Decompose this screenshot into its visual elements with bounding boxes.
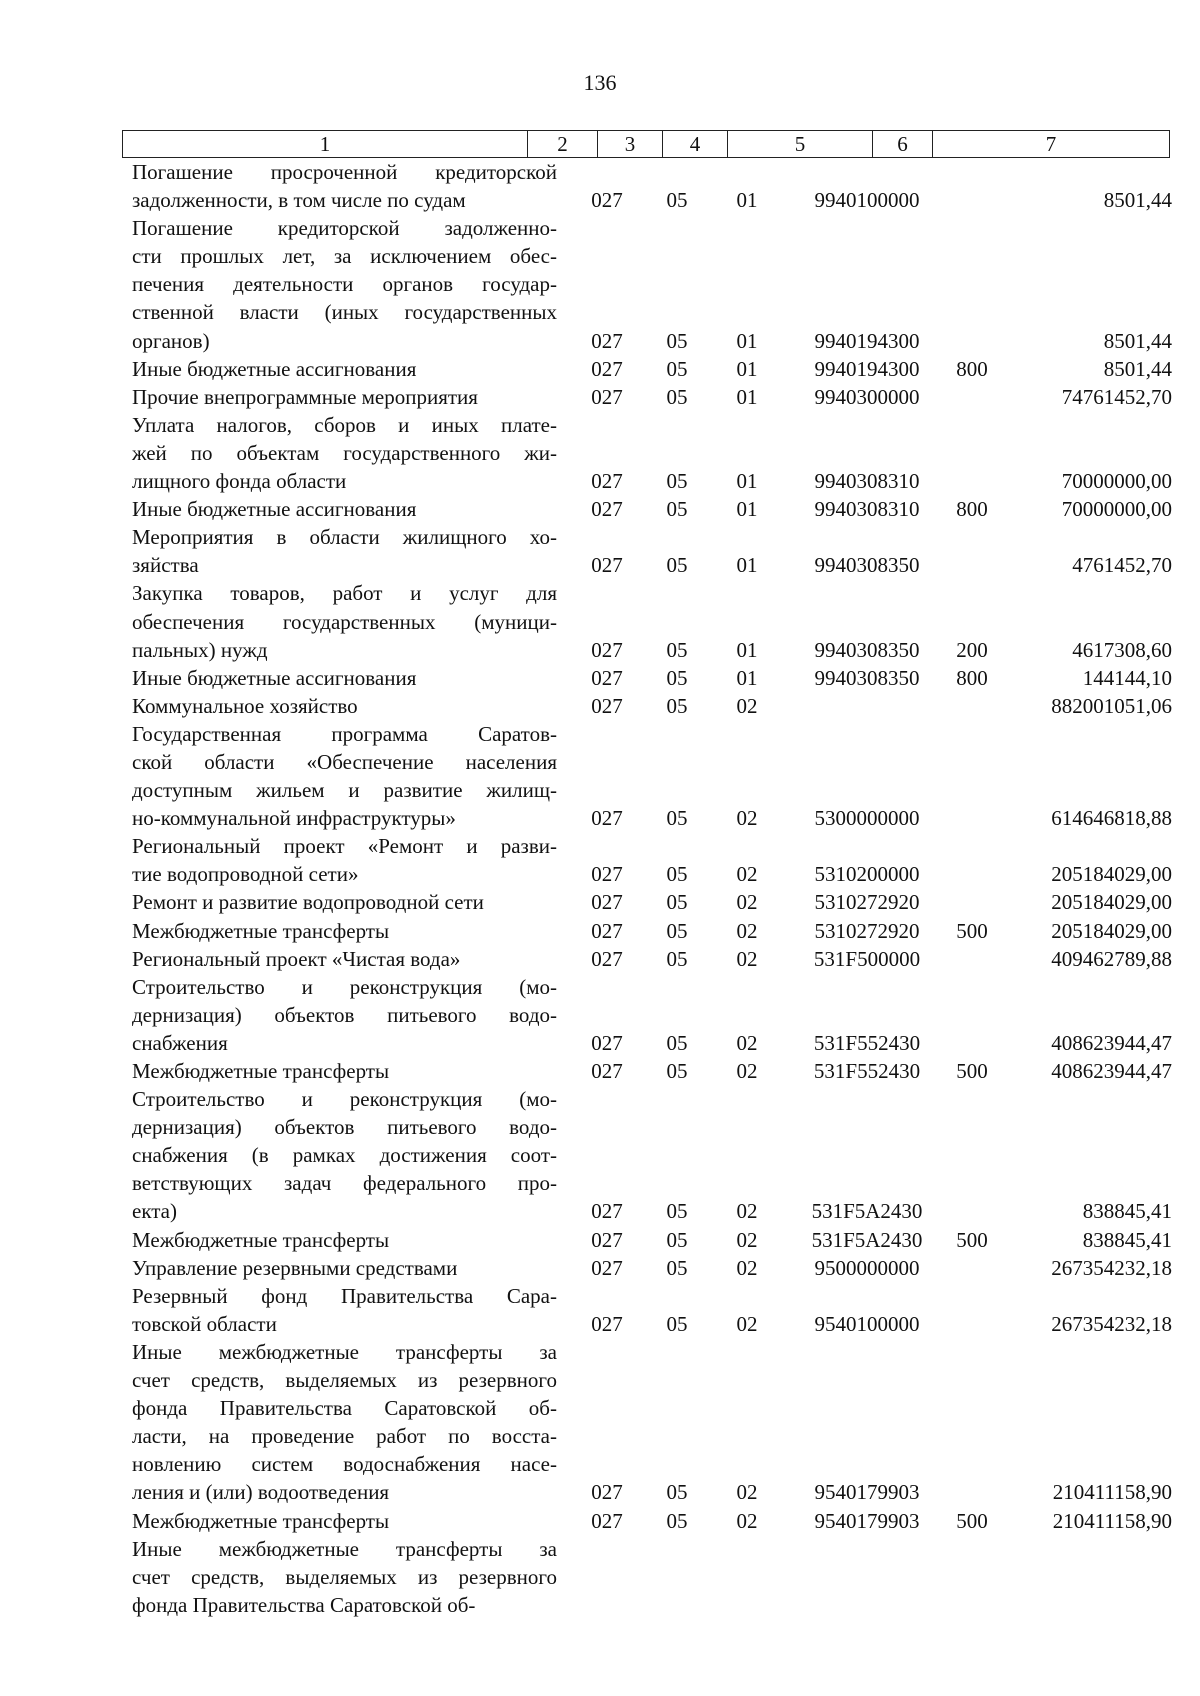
cell-c4: 01 <box>736 384 758 409</box>
table-header <box>122 130 1170 158</box>
table-row <box>132 832 1172 888</box>
cell-c2: 027 <box>591 469 623 494</box>
cell-c4: 02 <box>736 806 758 831</box>
row-description <box>132 917 557 945</box>
table-row <box>132 917 1172 945</box>
cell-c7: 838845,41 <box>1082 1227 1172 1252</box>
description-line: фонда Правительства Саратовской об- <box>132 1396 557 1421</box>
cell-c4: 02 <box>736 946 758 971</box>
description-line: Межбюджетные трансферты <box>132 1508 390 1533</box>
cell-c3: 05 <box>666 384 688 409</box>
cell-c7: 205184029,00 <box>1051 918 1172 943</box>
cell-c4: 02 <box>736 1480 758 1505</box>
cell-c2: 027 <box>591 862 623 887</box>
description-line: тие водопроводной сети» <box>132 862 359 887</box>
description-line: ласти, на проведение работ по восста- <box>132 1424 557 1449</box>
cell-c5: 9540179903 <box>814 1508 920 1533</box>
cell-c5: 9500000000 <box>814 1255 920 1280</box>
header-col-1: 1 <box>123 131 528 157</box>
header-col-6: 6 <box>873 131 933 157</box>
description-line: Управление резервными средствами <box>132 1255 458 1280</box>
cell-c5: 531F552430 <box>813 1030 921 1055</box>
row-description <box>132 973 557 1057</box>
description-line: Межбюджетные трансферты <box>132 918 390 943</box>
description-line: Региональный проект «Ремонт и разви- <box>132 834 557 859</box>
cell-c7: 210411158,90 <box>1052 1480 1172 1505</box>
cell-c2: 027 <box>591 665 623 690</box>
cell-c4: 01 <box>736 553 758 578</box>
cell-c2: 027 <box>591 1255 623 1280</box>
row-description <box>132 888 557 916</box>
table-row <box>132 1282 1172 1338</box>
cell-c7: 205184029,00 <box>1051 890 1172 915</box>
cell-c3: 05 <box>666 1508 688 1533</box>
table-row <box>132 495 1172 523</box>
table-row <box>132 1057 1172 1085</box>
cell-c7: 409462789,88 <box>1051 946 1172 971</box>
row-description <box>132 720 557 832</box>
cell-c3: 05 <box>666 665 688 690</box>
cell-c7: 70000000,00 <box>1061 469 1172 494</box>
cell-c3: 05 <box>666 806 688 831</box>
table-row <box>132 1085 1172 1225</box>
cell-c5: 9940194300 <box>814 328 920 353</box>
cell-c2: 027 <box>591 890 623 915</box>
cell-c5: 9940308350 <box>814 553 920 578</box>
table-row <box>132 411 1172 495</box>
table-row <box>132 1338 1172 1507</box>
header-col-5: 5 <box>728 131 873 157</box>
table-row <box>132 1254 1172 1282</box>
cell-c3: 05 <box>666 946 688 971</box>
cell-c4: 01 <box>736 665 758 690</box>
cell-c3: 05 <box>666 356 688 381</box>
description-line: обеспечения государственных (муници- <box>132 609 557 634</box>
row-description <box>132 383 557 411</box>
table-row <box>132 664 1172 692</box>
description-line: Закупка товаров, работ и услуг для <box>132 581 557 606</box>
cell-c7: 267354232,18 <box>1051 1255 1172 1280</box>
table-row <box>132 523 1172 579</box>
description-line: фонда Правительства Саратовской об- <box>132 1592 476 1617</box>
cell-c4: 02 <box>736 890 758 915</box>
table-row <box>132 383 1172 411</box>
cell-c7: 408623944,47 <box>1051 1030 1172 1055</box>
description-line: ственной власти (иных государственных <box>132 300 557 325</box>
row-description <box>132 495 557 523</box>
header-col-2: 2 <box>528 131 598 157</box>
row-description <box>132 945 557 973</box>
cell-c3: 05 <box>666 890 688 915</box>
cell-c2: 027 <box>591 693 623 718</box>
cell-c7: 8501,44 <box>1103 328 1172 353</box>
description-line: товской области <box>132 1311 277 1336</box>
table-row <box>132 1226 1172 1254</box>
cell-c5: 531F500000 <box>813 946 921 971</box>
cell-c4: 01 <box>736 469 758 494</box>
cell-c4: 02 <box>736 1255 758 1280</box>
cell-c7: 74761452,70 <box>1061 384 1172 409</box>
cell-c4: 01 <box>736 188 758 213</box>
cell-c7: 205184029,00 <box>1051 862 1172 887</box>
cell-c5: 9940308350 <box>814 665 920 690</box>
description-line: лищного фонда области <box>132 469 347 494</box>
description-line: Иные бюджетные ассигнования <box>132 356 417 381</box>
description-line: Строительство и реконструкция (мо- <box>132 1087 557 1112</box>
description-line: снабжения <box>132 1030 228 1055</box>
cell-c3: 05 <box>666 1199 688 1224</box>
cell-c4: 02 <box>736 693 758 718</box>
cell-c5: 9940308350 <box>814 637 920 662</box>
cell-c5: 5310272920 <box>814 890 920 915</box>
table-body <box>132 158 1172 1619</box>
row-description <box>132 214 557 354</box>
cell-c2: 027 <box>591 328 623 353</box>
cell-c7: 144144,10 <box>1082 665 1172 690</box>
cell-c6: 500 <box>956 1508 988 1533</box>
description-line: новлению систем водоснабжения насе- <box>132 1452 557 1477</box>
cell-c7: 4761452,70 <box>1072 553 1172 578</box>
cell-c4: 02 <box>736 1030 758 1055</box>
cell-c2: 027 <box>591 946 623 971</box>
table-row <box>132 945 1172 973</box>
description-line: Межбюджетные трансферты <box>132 1059 390 1083</box>
cell-c4: 02 <box>736 1508 758 1533</box>
cell-c2: 027 <box>591 1199 623 1224</box>
cell-c5: 5300000000 <box>814 806 920 831</box>
description-line: Погашение кредиторской задолженно- <box>132 216 557 241</box>
cell-c4: 01 <box>736 497 758 522</box>
row-description <box>132 523 557 579</box>
cell-c2: 027 <box>591 188 623 213</box>
description-line: задолженности, в том числе по судам <box>132 188 466 213</box>
header-col-3: 3 <box>598 131 663 157</box>
description-line: Иные межбюджетные трансферты за <box>132 1339 557 1364</box>
cell-c6: 800 <box>956 665 988 690</box>
description-line: Межбюджетные трансферты <box>132 1227 390 1252</box>
cell-c5: 531F5A2430 <box>811 1199 923 1224</box>
description-line: ветствующих задач федерального про- <box>132 1171 557 1196</box>
cell-c7: 838845,41 <box>1082 1199 1172 1224</box>
cell-c7: 4617308,60 <box>1072 637 1172 662</box>
cell-c5: 9940308310 <box>814 497 920 522</box>
table-row <box>132 158 1172 214</box>
cell-c3: 05 <box>666 1255 688 1280</box>
description-line: зяйства <box>132 553 199 578</box>
cell-c3: 05 <box>666 1059 688 1083</box>
cell-c6: 800 <box>956 356 988 381</box>
cell-c2: 027 <box>591 553 623 578</box>
description-line: Иные бюджетные ассигнования <box>132 497 417 522</box>
cell-c3: 05 <box>666 918 688 943</box>
description-line: снабжения (в рамках достижения соот- <box>132 1143 557 1168</box>
table-row <box>132 888 1172 916</box>
table-row <box>132 1507 1172 1535</box>
cell-c3: 05 <box>666 497 688 522</box>
row-description <box>132 1282 557 1338</box>
cell-c3: 05 <box>666 188 688 213</box>
cell-c6: 500 <box>956 918 988 943</box>
cell-c7: 210411158,90 <box>1052 1508 1172 1533</box>
cell-c7: 408623944,47 <box>1051 1059 1172 1083</box>
row-description <box>132 355 557 383</box>
cell-c4: 01 <box>736 356 758 381</box>
cell-c3: 05 <box>666 637 688 662</box>
description-line: екта) <box>132 1199 177 1224</box>
cell-c2: 027 <box>591 356 623 381</box>
cell-c2: 027 <box>591 637 623 662</box>
description-line: Погашение просроченной кредиторской <box>132 160 557 184</box>
description-line: Мероприятия в области жилищного хо- <box>132 525 557 550</box>
cell-c4: 02 <box>736 1227 758 1252</box>
cell-c3: 05 <box>666 469 688 494</box>
cell-c2: 027 <box>591 806 623 831</box>
table-row <box>132 1535 1172 1619</box>
description-line: Резервный фонд Правительства Сара- <box>132 1283 557 1308</box>
cell-c5: 9540179903 <box>814 1480 920 1505</box>
cell-c4: 02 <box>736 1059 758 1083</box>
description-line: пальных) нужд <box>132 637 268 662</box>
cell-c5: 531F552430 <box>813 1059 921 1083</box>
cell-c4: 02 <box>736 862 758 887</box>
cell-c7: 882001051,06 <box>1051 693 1172 718</box>
description-line: Коммунальное хозяйство <box>132 693 358 718</box>
cell-c5: 531F5A2430 <box>811 1227 923 1252</box>
cell-c3: 05 <box>666 862 688 887</box>
row-description <box>132 1254 557 1282</box>
cell-c6: 500 <box>956 1227 988 1252</box>
cell-c5: 9540100000 <box>814 1311 920 1336</box>
cell-c2: 027 <box>591 1030 623 1055</box>
cell-c2: 027 <box>591 1311 623 1336</box>
cell-c4: 02 <box>736 1199 758 1224</box>
description-line: жей по объектам государственного жи- <box>132 440 557 465</box>
cell-c6: 500 <box>956 1059 988 1083</box>
description-line: Уплата налогов, сборов и иных плате- <box>132 412 557 437</box>
header-col-7: 7 <box>1045 132 1057 156</box>
row-description <box>132 1057 557 1085</box>
row-description <box>132 1226 557 1254</box>
cell-c2: 027 <box>591 384 623 409</box>
cell-c7: 267354232,18 <box>1051 1311 1172 1336</box>
cell-c3: 05 <box>666 328 688 353</box>
description-line: Иные бюджетные ассигнования <box>132 665 417 690</box>
cell-c7: 8501,44 <box>1103 356 1172 381</box>
header-col-4: 4 <box>663 131 728 157</box>
cell-c2: 027 <box>591 918 623 943</box>
cell-c2: 027 <box>591 1227 623 1252</box>
row-description <box>132 411 557 495</box>
description-line: дернизация) объектов питьевого водо- <box>132 1002 557 1027</box>
table-row <box>132 720 1172 832</box>
cell-c3: 05 <box>666 1311 688 1336</box>
description-line: Ремонт и развитие водопроводной сети <box>132 890 484 915</box>
description-line: счет средств, выделяемых из резервного <box>132 1368 557 1393</box>
description-line: счет средств, выделяемых из резервного <box>132 1564 557 1589</box>
cell-c4: 01 <box>736 637 758 662</box>
description-line: доступным жильем и развитие жилищ- <box>132 778 557 803</box>
cell-c3: 05 <box>666 1030 688 1055</box>
cell-c2: 027 <box>591 497 623 522</box>
cell-c4: 02 <box>736 918 758 943</box>
description-line: сти прошлых лет, за исключением обес- <box>132 244 557 269</box>
description-line: Государственная программа Саратов- <box>132 721 557 746</box>
cell-c2: 027 <box>591 1059 623 1083</box>
description-line: ской области «Обеспечение населения <box>132 749 557 774</box>
page-number: 136 <box>583 70 617 95</box>
row-description <box>132 664 557 692</box>
description-line: Прочие внепрограммные мероприятия <box>132 384 478 409</box>
row-description <box>132 1338 557 1507</box>
table-row <box>132 973 1172 1057</box>
table-row <box>132 355 1172 383</box>
row-description <box>132 1085 557 1225</box>
cell-c5: 9940194300 <box>814 356 920 381</box>
row-description <box>132 832 557 888</box>
row-description <box>132 1507 557 1535</box>
cell-c5: 9940300000 <box>814 384 920 409</box>
cell-c6: 800 <box>956 497 988 522</box>
description-line: но-коммунальной инфраструктуры» <box>132 806 456 831</box>
description-line: Региональный проект «Чистая вода» <box>132 946 461 971</box>
table-row <box>132 579 1172 663</box>
cell-c7: 8501,44 <box>1103 188 1172 213</box>
cell-c6: 200 <box>956 637 988 662</box>
cell-c7: 70000000,00 <box>1061 497 1172 522</box>
cell-c5: 5310272920 <box>814 918 920 943</box>
table-row <box>132 214 1172 354</box>
cell-c7: 614646818,88 <box>1051 806 1172 831</box>
row-description <box>132 1535 557 1619</box>
cell-c4: 01 <box>736 328 758 353</box>
description-line: Строительство и реконструкция (мо- <box>132 974 557 999</box>
cell-c3: 05 <box>666 1480 688 1505</box>
description-line: дернизация) объектов питьевого водо- <box>132 1115 557 1140</box>
cell-c5: 5310200000 <box>814 862 920 887</box>
cell-c2: 027 <box>591 1508 623 1533</box>
row-description <box>132 692 557 720</box>
cell-c3: 05 <box>666 553 688 578</box>
cell-c5: 9940308310 <box>814 469 920 494</box>
cell-c5: 9940100000 <box>814 188 920 213</box>
description-line: Иные межбюджетные трансферты за <box>132 1536 557 1561</box>
row-description <box>132 579 557 663</box>
table-row <box>132 692 1172 720</box>
description-line: ления и (или) водоотведения <box>132 1480 390 1505</box>
cell-c2: 027 <box>591 1480 623 1505</box>
description-line: органов) <box>132 328 210 353</box>
cell-c3: 05 <box>666 1227 688 1252</box>
row-description <box>132 158 557 214</box>
cell-c4: 02 <box>736 1311 758 1336</box>
description-line: печения деятельности органов государ- <box>132 272 557 297</box>
cell-c3: 05 <box>666 693 688 718</box>
